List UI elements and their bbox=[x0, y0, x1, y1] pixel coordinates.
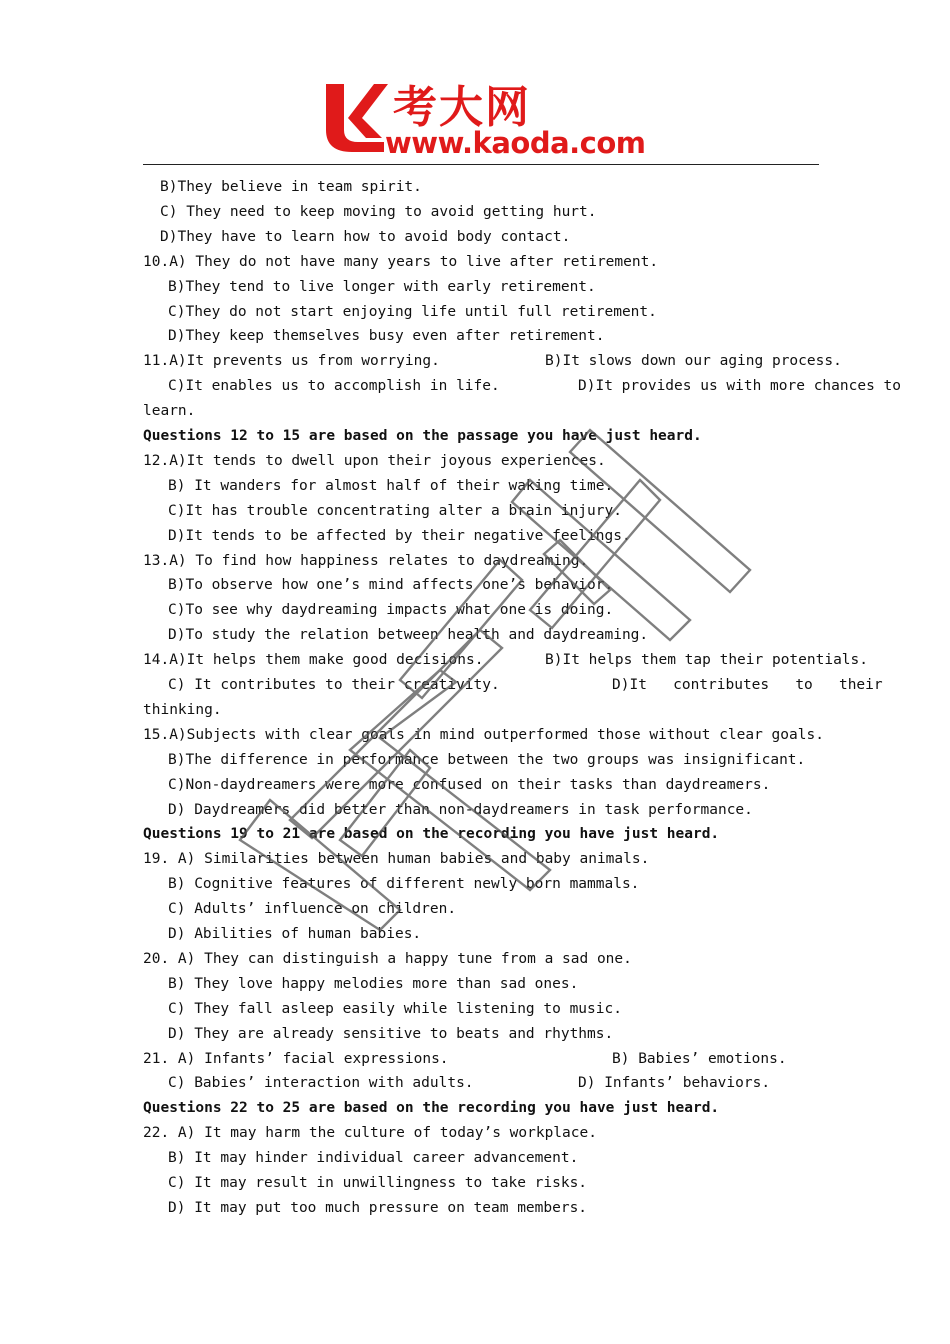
question-line: C) Babies’ interaction with adults. bbox=[168, 1075, 474, 1092]
question-line: C)Non-daydreamers were more confused on their tasks than daydreamers. bbox=[168, 776, 771, 793]
question-line: learn. bbox=[143, 403, 196, 420]
question-option-right: D)It contributes to their bbox=[612, 677, 883, 693]
question-line: D)It tends to be affected by their negative feelings. bbox=[168, 527, 631, 544]
question-line: D) Daydreamers did better than non-daydreamers in task performance. bbox=[168, 801, 753, 818]
question-line: D)To study the relation between health and daydreaming. bbox=[168, 627, 649, 644]
question-line: 12.A)It tends to dwell upon their joyous experiences. bbox=[143, 452, 606, 469]
question-line: 11.A)It prevents us from worrying. bbox=[143, 353, 440, 370]
kaoda-k-logo-icon bbox=[322, 80, 388, 156]
logo-chinese-text: 考大网 bbox=[393, 82, 531, 133]
logo-url-text: www.kaoda.com bbox=[385, 126, 646, 160]
header-divider bbox=[143, 164, 819, 165]
question-line: B)To observe how one’s mind affects one’s behavior. bbox=[168, 577, 614, 594]
question-option-right: B)It slows down our aging process. bbox=[545, 353, 842, 370]
question-line: B) Cognitive features of different newly born mammals. bbox=[168, 876, 640, 893]
question-line: D) Abilities of human babies. bbox=[168, 926, 422, 942]
question-line: C) They need to keep moving to avoid getting hurt. bbox=[160, 203, 597, 220]
question-line: C) It may result in unwillingness to take risks. bbox=[168, 1175, 588, 1191]
question-option-right: B)It helps them tap their potentials. bbox=[545, 652, 869, 669]
question-line: 19. A) Similarities between human babies and baby animals. bbox=[143, 851, 650, 868]
question-option-right: B) Babies’ emotions. bbox=[612, 1050, 787, 1067]
question-line: B)They tend to live longer with early retirement. bbox=[168, 278, 596, 295]
question-line: C) Adults’ influence on children. bbox=[168, 901, 457, 918]
question-line: C)It has trouble concentrating alter a brain injury. bbox=[168, 502, 622, 519]
question-line: 20. A) They can distinguish a happy tune from a sad one. bbox=[143, 950, 632, 967]
question-line: D)They keep themselves busy even after retirement. bbox=[168, 328, 605, 345]
question-line: 14.A)It helps them make good decisions. bbox=[143, 652, 484, 669]
question-line: C) It contributes to their creativity. bbox=[168, 677, 500, 693]
question-line: B) It wanders for almost half of their waking time. bbox=[168, 477, 614, 494]
question-line: C)To see why daydreaming impacts what one is doing. bbox=[168, 602, 614, 619]
question-line: C) They fall asleep easily while listening to music. bbox=[168, 1000, 622, 1017]
section-heading: Questions 12 to 15 are based on the passage you have just heard. bbox=[143, 428, 702, 444]
question-option-right: D)It provides us with more chances to bbox=[578, 378, 902, 395]
question-line: 10.A) They do not have many years to live after retirement. bbox=[143, 253, 659, 270]
question-line: C)It enables us to accomplish in life. bbox=[168, 378, 500, 395]
question-line: D) It may put too much pressure on team members. bbox=[168, 1199, 588, 1216]
question-line: 13.A) To find how happiness relates to daydreaming. bbox=[143, 552, 589, 569]
question-line: B)They believe in team spirit. bbox=[160, 179, 422, 195]
question-line: C)They do not start enjoying life until full retirement. bbox=[168, 303, 657, 320]
question-option-right: D) Infants’ behaviors. bbox=[578, 1075, 771, 1092]
page-header bbox=[0, 0, 950, 170]
section-heading: Questions 19 to 21 are based on the recording you have just heard. bbox=[143, 826, 720, 843]
question-line: 22. A) It may harm the culture of today’s workplace. bbox=[143, 1125, 597, 1142]
question-line: B) They love happy melodies more than sad ones. bbox=[168, 975, 579, 992]
question-line: 15.A)Subjects with clear goals in mind outperformed those without clear goals. bbox=[143, 726, 824, 743]
section-heading: Questions 22 to 25 are based on the recording you have just heard. bbox=[143, 1100, 720, 1117]
question-line: D) They are already sensitive to beats and rhythms. bbox=[168, 1025, 614, 1042]
question-line: 21. A) Infants’ facial expressions. bbox=[143, 1050, 449, 1067]
question-line: D)They have to learn how to avoid body contact. bbox=[160, 228, 571, 245]
question-line: B)The difference in performance between the two groups was insignificant. bbox=[168, 751, 806, 768]
question-line: B) It may hinder individual career advancement. bbox=[168, 1150, 579, 1167]
question-line: thinking. bbox=[143, 701, 222, 718]
